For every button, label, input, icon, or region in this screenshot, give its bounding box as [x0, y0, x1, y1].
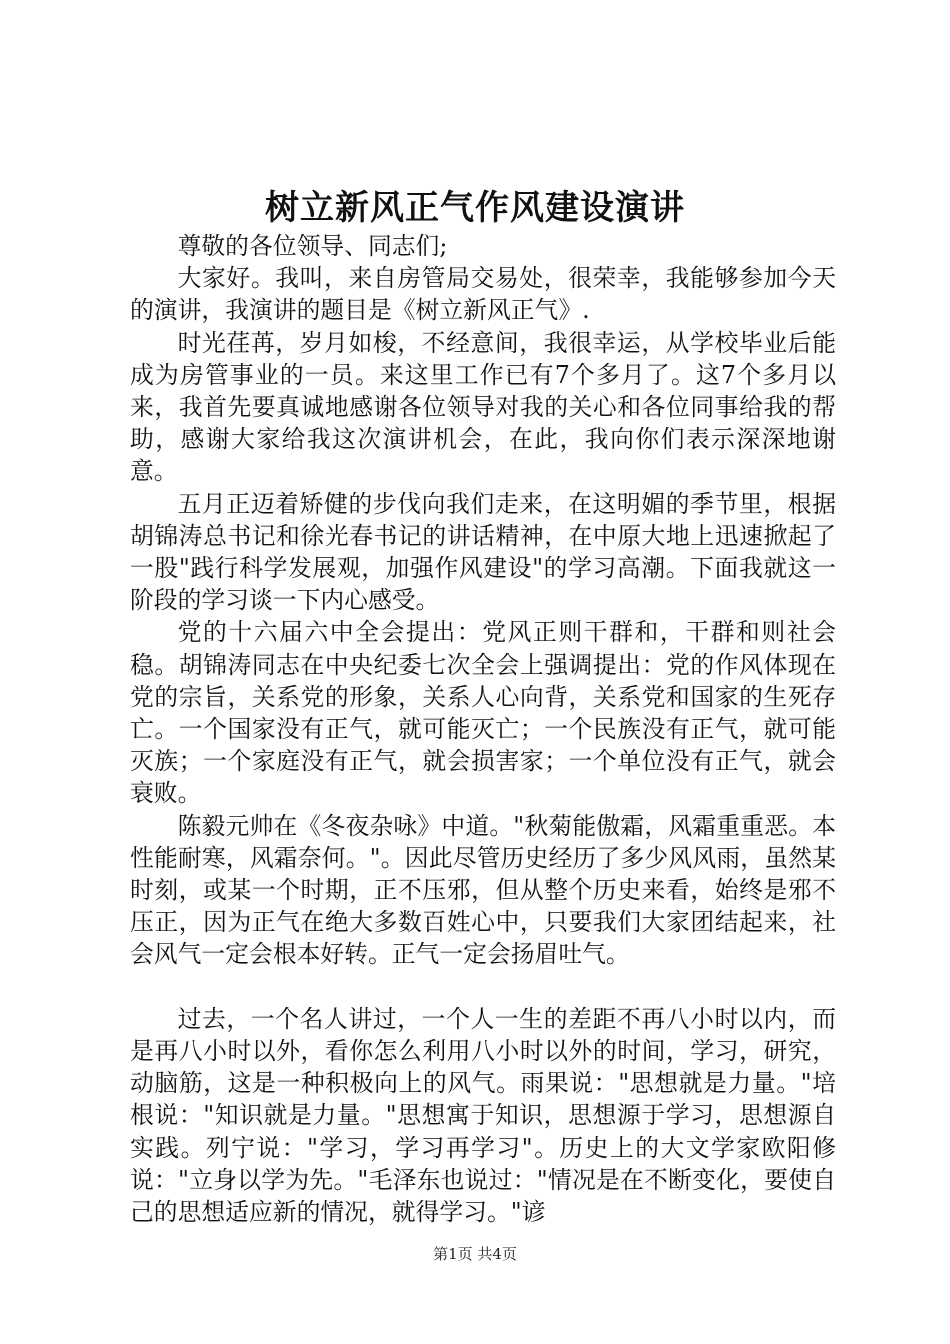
paragraph-chen-yi-poem: 陈毅元帅在《冬夜杂咏》中道。"秋菊能傲霜，风霜重重恶。本性能耐寒，风霜奈何。"。因此尽管历史经历了多少风风雨，虽然某时刻，或某一个时期，正不压邪，但从整个历史来看，始终是邪不压正，因为正气在绝大多数百姓心中，只要我们大家团结起来，社会风气一定会根本好转。正气一定会扬眉吐气。 [130, 811, 836, 969]
paragraph-party-style: 党的十六届六中全会提出：党风正则干群和，干群和则社会稳。胡锦涛同志在中央纪委七次全会上强调提出：党的作风体现在党的宗旨，关系党的形象，关系人心向背，关系党和国家的生死存亡。一个国家没有正气，就可能灭亡；一个民族没有正气，就可能灭族；一个家庭没有正气，就会损害家；一个单位没有正气，就会衰败。 [130, 618, 836, 808]
paragraph-spacer [130, 971, 836, 1003]
paragraph-greeting: 大家好。我叫，来自房管局交易处，很荣幸，我能够参加今天的演讲，我演讲的题目是《树立新风正气》. [130, 264, 836, 325]
page-footer: 第1页 共4页 [433, 1245, 517, 1263]
paragraph-introduction: 时光荏苒，岁月如梭，不经意间，我很幸运，从学校毕业后能成为房管事业的一员。来这里工作已有7个多月了。这7个多月以来，我首先要真诚地感谢各位领导对我的关心和各位同事给我的帮助，感谢大家给我这次演讲机会，在此，我向你们表示深深地谢意。 [130, 328, 836, 486]
document-body [130, 230, 836, 1228]
paragraph-may-study: 五月正迈着矫健的步伐向我们走来，在这明媚的季节里，根据胡锦涛总书记和徐光春书记的讲话精神，在中原大地上迅速掀起了一股"践行科学发展观，加强作风建设"的学习高潮。下面我就这一阶段的学习谈一下内心感受。 [130, 489, 836, 615]
paragraph-salutation: 尊敬的各位领导、同志们; [177, 232, 448, 260]
document-title: 树立新风正气作风建设演讲 [265, 188, 685, 228]
paragraph-learning: 过去，一个名人讲过，一个人一生的差距不再八小时以内，而是再八小时以外，看你怎么利用八小时以外的时间，学习，研究，动脑筋，这是一种积极向上的风气。雨果说："思想就是力量。"培根说："知识就是力量。"思想寓于知识，思想源于学习，思想源自实践。列宁说："学习，学习再学习"。历史上的大文学家欧阳修说："立身以学为先。"毛泽东也说过："情况是在不断变化，要使自己的思想适应新的情况，就得学习。"谚 [130, 1004, 836, 1227]
